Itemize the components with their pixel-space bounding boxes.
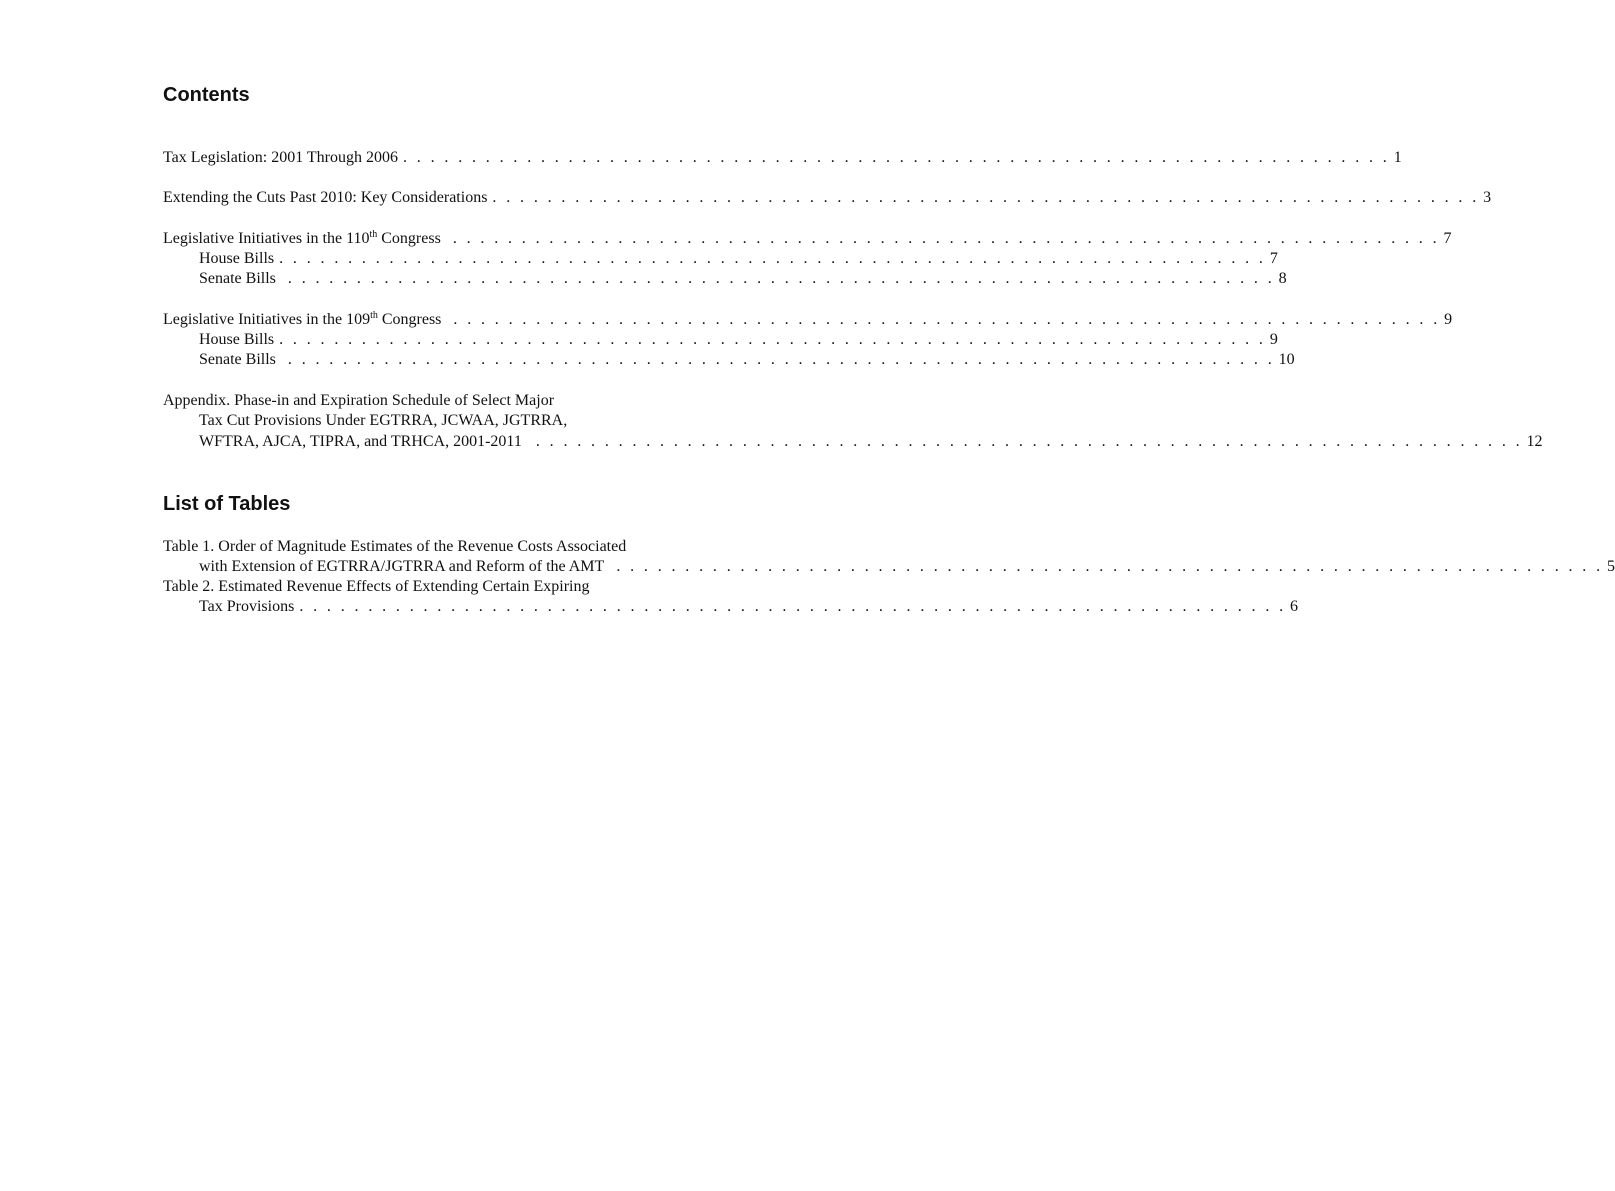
- toc-entry-title: Tax Legislation: 2001 Through 2006: [163, 149, 398, 166]
- toc-page-number: 8: [1278, 270, 1287, 287]
- toc-entry-appendix-line2[interactable]: Tax Cut Provisions Under EGTRRA, JCWAA, JGTRRA,: [199, 412, 568, 429]
- dot-leader: . . . . . . . . . . . . . . . . . . . . . . . . . . . . . . . . . . . . . . . . . . . . . . . . . . . . . . . . . . . . . . . . . . . . . . . .: [535, 433, 1523, 450]
- toc-entry-extending-cuts[interactable]: [163, 188, 1492, 208]
- dot-leader: . . . . . . . . . . . . . . . . . . . . . . . . . . . . . . . . . . . . . . . . . . . . . . . . . . . . . . . . . . . . . . . . . . . . . . . .: [616, 558, 1604, 575]
- toc-entry-109th-house-bills[interactable]: [199, 330, 1278, 350]
- dot-leader: . . . . . . . . . . . . . . . . . . . . . . . . . . . . . . . . . . . . . . . . . . . . . . . . . . . . . . . . . . . . . . . . . . . . . . . .: [299, 598, 1287, 615]
- toc-entry-tax-legislation[interactable]: [163, 148, 1402, 168]
- contents-heading: Contents: [163, 84, 250, 106]
- toc-page-number: 10: [1278, 351, 1295, 368]
- toc-entry-110th-congress[interactable]: [163, 229, 1452, 249]
- table-entry-2-line2[interactable]: [199, 597, 1299, 617]
- list-of-tables-heading: List of Tables: [163, 493, 291, 515]
- toc-entry-109th-congress[interactable]: [163, 310, 1453, 330]
- dot-leader: . . . . . . . . . . . . . . . . . . . . . . . . . . . . . . . . . . . . . . . . . . . . . . . . . . . . . . . . . . . . . . . . . . . . . . . .: [452, 230, 1440, 247]
- toc-page-number: 9: [1269, 331, 1278, 348]
- table-entry-title: with Extension of EGTRRA/JGTRRA and Reform of the AMT: [199, 558, 605, 575]
- toc-page-number: 7: [1443, 230, 1452, 247]
- dot-leader: . . . . . . . . . . . . . . . . . . . . . . . . . . . . . . . . . . . . . . . . . . . . . . . . . . . . . . . . . . . . . . . . . . . . . . . .: [403, 149, 1390, 166]
- toc-entry-title: Extending the Cuts Past 2010: Key Considerations: [163, 189, 488, 206]
- dot-leader: . . . . . . . . . . . . . . . . . . . . . . . . . . . . . . . . . . . . . . . . . . . . . . . . . . . . . . . . . . . . . . . . . . . . . . . .: [279, 250, 1266, 267]
- table-page-number: 6: [1290, 598, 1299, 615]
- toc-entry-110th-senate-bills[interactable]: [199, 269, 1287, 289]
- toc-entry-title: WFTRA, AJCA, TIPRA, and TRHCA, 2001-2011: [199, 433, 522, 450]
- table-entry-1-line2[interactable]: [199, 557, 1615, 577]
- toc-entry-title: Legislative Initiatives in the 110th Congress: [163, 229, 441, 247]
- table-entry-1-line1[interactable]: Table 1. Order of Magnitude Estimates of the Revenue Costs Associated: [163, 538, 627, 555]
- toc-entry-title: Legislative Initiatives in the 109th Congress: [163, 310, 442, 328]
- toc-entry-title: Senate Bills: [199, 270, 276, 287]
- toc-entry-110th-house-bills[interactable]: [199, 249, 1278, 269]
- toc-entry-109th-senate-bills[interactable]: [199, 350, 1295, 370]
- toc-page-number: 1: [1393, 149, 1402, 166]
- toc-entry-title: House Bills: [199, 250, 275, 267]
- dot-leader: . . . . . . . . . . . . . . . . . . . . . . . . . . . . . . . . . . . . . . . . . . . . . . . . . . . . . . . . . . . . . . . . . . . . . . . .: [287, 351, 1275, 368]
- dot-leader: . . . . . . . . . . . . . . . . . . . . . . . . . . . . . . . . . . . . . . . . . . . . . . . . . . . . . . . . . . . . . . . . . . . . . . . .: [287, 270, 1275, 287]
- dot-leader: . . . . . . . . . . . . . . . . . . . . . . . . . . . . . . . . . . . . . . . . . . . . . . . . . . . . . . . . . . . . . . . . . . . . . . . .: [279, 331, 1266, 348]
- dot-leader: . . . . . . . . . . . . . . . . . . . . . . . . . . . . . . . . . . . . . . . . . . . . . . . . . . . . . . . . . . . . . . . . . . . . . . . .: [492, 189, 1480, 206]
- toc-page-number: 12: [1526, 433, 1543, 450]
- toc-page-number: 3: [1483, 189, 1492, 206]
- table-page-number: 5: [1607, 558, 1615, 575]
- toc-entry-appendix-line3[interactable]: [199, 432, 1543, 452]
- toc-page-number: 7: [1269, 250, 1278, 267]
- table-entry-title: Tax Provisions: [199, 598, 295, 615]
- toc-page-number: 9: [1444, 311, 1453, 328]
- toc-entry-title: Senate Bills: [199, 351, 276, 368]
- dot-leader: . . . . . . . . . . . . . . . . . . . . . . . . . . . . . . . . . . . . . . . . . . . . . . . . . . . . . . . . . . . . . . . . . . . . . . . .: [453, 311, 1441, 328]
- toc-entry-appendix-line1[interactable]: Appendix. Phase-in and Expiration Schedule of Select Major: [163, 392, 555, 409]
- toc-entry-title: House Bills: [199, 331, 275, 348]
- table-entry-2-line1[interactable]: Table 2. Estimated Revenue Effects of Extending Certain Expiring: [163, 578, 590, 595]
